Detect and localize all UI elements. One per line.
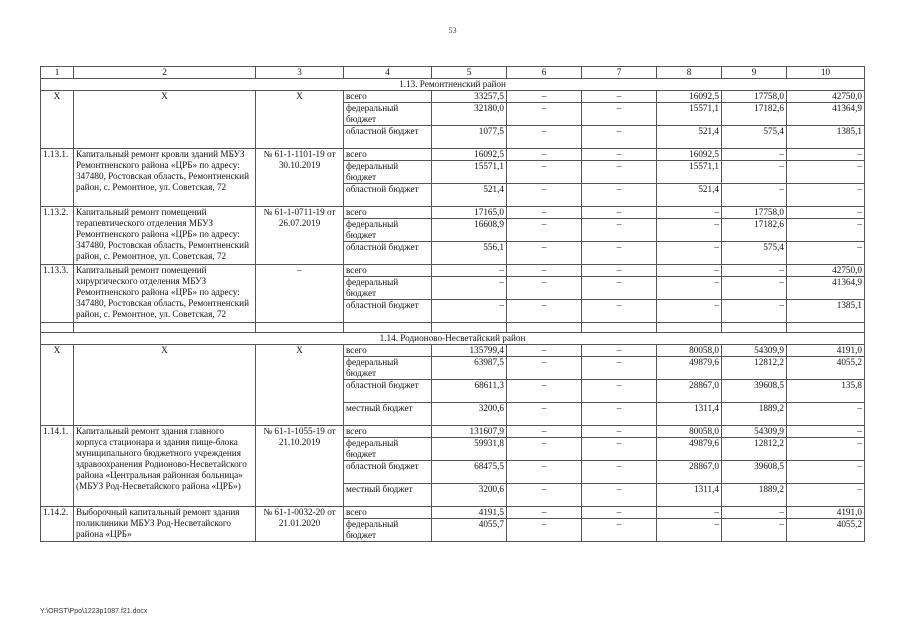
value-cell: – (657, 507, 722, 519)
number-cell: 1.14.1. (41, 426, 74, 507)
spacer-cell (582, 323, 657, 333)
file-path-footer: Y:\ORST\Ppo\1223p1087.f21.docx (40, 608, 148, 615)
value-cell: – (582, 345, 657, 357)
object-name-cell: Х (74, 91, 256, 149)
value-cell: 28867,0 (657, 380, 722, 403)
value-cell: 131607,9 (432, 426, 507, 438)
funding-source-label: федеральный бюджет (344, 357, 432, 380)
value-cell: – (722, 277, 787, 300)
value-cell: – (507, 126, 582, 149)
value-cell: 17758,0 (722, 91, 787, 103)
header-cell: 9 (722, 67, 787, 79)
spacer-cell (657, 323, 722, 333)
value-cell: – (722, 184, 787, 207)
value-cell: – (582, 507, 657, 519)
funding-source-label: федеральный бюджет (344, 161, 432, 184)
value-cell: 33257,5 (432, 91, 507, 103)
document-cell: Х (256, 345, 344, 426)
number-cell: 1.13.1. (41, 149, 74, 207)
value-cell: – (507, 519, 582, 542)
value-cell: – (582, 357, 657, 380)
document-cell: Х (256, 91, 344, 149)
value-cell: 12812,2 (722, 357, 787, 380)
value-cell: – (507, 380, 582, 403)
value-cell: 42750,0 (787, 265, 865, 277)
value-cell: 15571,1 (657, 103, 722, 126)
header-cell: 3 (256, 67, 344, 79)
spacer-cell (41, 323, 74, 333)
value-cell: – (787, 426, 865, 438)
value-cell: – (507, 300, 582, 323)
value-cell: – (787, 219, 865, 242)
object-name-cell: Капитальный ремонт помещений терапевтического отделения МБУЗ Ремонтненского района «ЦРБ» по адресу: 347480, Ростовская область, Ремонтненский район, с. Ремонтное, ул. Советская, 72 (74, 207, 256, 265)
value-cell: – (657, 519, 722, 542)
funding-source-label: всего (344, 345, 432, 357)
value-cell: – (657, 207, 722, 219)
value-cell: 17182,6 (722, 103, 787, 126)
value-cell: – (722, 507, 787, 519)
table-row (41, 265, 865, 277)
value-cell: – (582, 161, 657, 184)
value-cell: 4191,0 (787, 345, 865, 357)
value-cell: 80058,0 (657, 345, 722, 357)
value-cell: – (787, 438, 865, 461)
value-cell: – (657, 277, 722, 300)
value-cell: – (787, 161, 865, 184)
document-cell: № 61-1-0711-19 от 26.07.2019 (256, 207, 344, 265)
value-cell: 521,4 (657, 126, 722, 149)
value-cell: 521,4 (432, 184, 507, 207)
object-name-cell: Капитальный ремонт кровли зданий МБУЗ Ремонтненского района «ЦРБ» по адресу: 347480, Ростовская область, Ремонтненский район, с. Ремонтное, ул. Советская, 72 (74, 149, 256, 207)
section-title-row (41, 79, 865, 91)
value-cell: 1385,1 (787, 300, 865, 323)
funding-source-label: федеральный бюджет (344, 219, 432, 242)
table-row (41, 207, 865, 219)
value-cell: 41364,9 (787, 103, 865, 126)
value-cell: 16092,5 (657, 149, 722, 161)
table-row (41, 345, 865, 357)
value-cell: – (787, 242, 865, 265)
number-cell: 1.13.3. (41, 265, 74, 323)
value-cell: – (507, 345, 582, 357)
value-cell: – (582, 265, 657, 277)
value-cell: 39608,5 (722, 461, 787, 484)
value-cell: – (722, 519, 787, 542)
value-cell: – (507, 403, 582, 426)
section-title: 1.14. Родионово-Несветайский район (41, 333, 865, 345)
object-name-cell: Капитальный ремонт здания главного корпуса стационара и здания пище-блока муниципального бюджетного учреждения здравоохранения Родионово-Несветайского района «Центральная районная больница» (МБУЗ Род-Несветайского района «ЦРБ») (74, 426, 256, 507)
value-cell: – (507, 484, 582, 507)
funding-source-label: областной бюджет (344, 300, 432, 323)
value-cell: 12812,2 (722, 438, 787, 461)
section-title: 1.13. Ремонтненский район (41, 79, 865, 91)
value-cell: – (507, 149, 582, 161)
value-cell: 4055,7 (432, 519, 507, 542)
value-cell: – (787, 207, 865, 219)
spacer-cell (344, 323, 432, 333)
header-cell: 2 (74, 67, 256, 79)
value-cell: – (722, 300, 787, 323)
spacer-cell (722, 323, 787, 333)
spacer-cell (74, 323, 256, 333)
spacer-cell (256, 323, 344, 333)
value-cell: – (507, 438, 582, 461)
funding-source-label: всего (344, 507, 432, 519)
spacer-cell (787, 323, 865, 333)
value-cell: – (582, 219, 657, 242)
value-cell: 575,4 (722, 242, 787, 265)
value-cell: 3200,6 (432, 484, 507, 507)
number-cell: Х (41, 91, 74, 149)
value-cell: – (582, 461, 657, 484)
value-cell: – (582, 103, 657, 126)
header-cell: 7 (582, 67, 657, 79)
value-cell: – (582, 184, 657, 207)
value-cell: – (787, 184, 865, 207)
value-cell: – (507, 91, 582, 103)
document-cell: № 61-1-0032-20 от 21.01.2020 (256, 507, 344, 542)
value-cell: – (507, 242, 582, 265)
header-cell: 6 (507, 67, 582, 79)
funding-source-label: федеральный бюджет (344, 103, 432, 126)
value-cell: – (507, 426, 582, 438)
value-cell: 135799,4 (432, 345, 507, 357)
value-cell: – (507, 277, 582, 300)
value-cell: 15571,1 (432, 161, 507, 184)
value-cell: – (507, 103, 582, 126)
value-cell: – (787, 403, 865, 426)
value-cell: – (582, 277, 657, 300)
value-cell: – (507, 207, 582, 219)
number-cell: Х (41, 345, 74, 426)
funding-source-label: областной бюджет (344, 126, 432, 149)
value-cell: 16608,9 (432, 219, 507, 242)
value-cell: 1889,2 (722, 403, 787, 426)
page-number: 53 (448, 26, 457, 35)
funding-source-label: всего (344, 91, 432, 103)
value-cell: 49879,6 (657, 438, 722, 461)
value-cell: 4191,5 (432, 507, 507, 519)
value-cell: 17758,0 (722, 207, 787, 219)
value-cell: – (507, 265, 582, 277)
value-cell: – (432, 277, 507, 300)
number-cell: 1.13.2. (41, 207, 74, 265)
spacer-row (41, 323, 865, 333)
header-cell: 8 (657, 67, 722, 79)
funding-source-label: областной бюджет (344, 242, 432, 265)
object-name-cell: Выборочный капитальный ремонт здания поликлиники МБУЗ Род-Несветайского района «ЦРБ» (74, 507, 256, 542)
value-cell: 68475,5 (432, 461, 507, 484)
table-row (41, 507, 865, 519)
value-cell: 54309,9 (722, 426, 787, 438)
funding-source-label: всего (344, 149, 432, 161)
value-cell: 1311,4 (657, 403, 722, 426)
value-cell: – (507, 219, 582, 242)
object-name-cell: Капитальный ремонт помещений хирургического отделения МБУЗ Ремонтненского района «ЦРБ» по адресу: 347480, Ростовская область, Ремонтненский район, с. Ремонтное, ул. Советская, 72 (74, 265, 256, 323)
value-cell: 556,1 (432, 242, 507, 265)
funding-source-label: местный бюджет (344, 484, 432, 507)
spacer-cell (432, 323, 507, 333)
document-cell: № 61-1-1055-19 от 21.10.2019 (256, 426, 344, 507)
value-cell: – (582, 519, 657, 542)
value-cell: – (507, 507, 582, 519)
value-cell: 63987,5 (432, 357, 507, 380)
header-cell: 1 (41, 67, 74, 79)
value-cell: 1889,2 (722, 484, 787, 507)
value-cell: – (722, 265, 787, 277)
table-body (41, 67, 865, 542)
value-cell: 135,8 (787, 380, 865, 403)
value-cell: – (722, 161, 787, 184)
funding-source-label: всего (344, 265, 432, 277)
header-row (41, 67, 865, 79)
value-cell: 68611,3 (432, 380, 507, 403)
value-cell: – (582, 126, 657, 149)
value-cell: 42750,0 (787, 91, 865, 103)
value-cell: 32180,0 (432, 103, 507, 126)
table-row (41, 426, 865, 438)
value-cell: – (582, 403, 657, 426)
value-cell: – (582, 91, 657, 103)
value-cell: 28867,0 (657, 461, 722, 484)
value-cell: – (582, 426, 657, 438)
object-name-cell: Х (74, 345, 256, 426)
budget-table (40, 66, 865, 542)
value-cell: 41364,9 (787, 277, 865, 300)
value-cell: 39608,5 (722, 380, 787, 403)
value-cell: 521,4 (657, 184, 722, 207)
value-cell: 4191,0 (787, 507, 865, 519)
funding-source-label: местный бюджет (344, 403, 432, 426)
value-cell: – (722, 149, 787, 161)
value-cell: – (582, 300, 657, 323)
value-cell: – (582, 438, 657, 461)
value-cell: – (657, 219, 722, 242)
document-cell: – (256, 265, 344, 323)
value-cell: 17182,6 (722, 219, 787, 242)
funding-source-label: федеральный бюджет (344, 277, 432, 300)
value-cell: – (582, 242, 657, 265)
funding-source-label: всего (344, 207, 432, 219)
funding-source-label: областной бюджет (344, 380, 432, 403)
value-cell: 16092,5 (657, 91, 722, 103)
header-cell: 4 (344, 67, 432, 79)
value-cell: – (787, 484, 865, 507)
value-cell: 575,4 (722, 126, 787, 149)
value-cell: – (582, 380, 657, 403)
value-cell: – (582, 207, 657, 219)
value-cell: – (787, 461, 865, 484)
funding-source-label: областной бюджет (344, 184, 432, 207)
value-cell: 4055,2 (787, 519, 865, 542)
value-cell: – (507, 461, 582, 484)
number-cell: 1.14.2. (41, 507, 74, 542)
value-cell: 49879,6 (657, 357, 722, 380)
value-cell: – (787, 149, 865, 161)
value-cell: – (507, 357, 582, 380)
value-cell: – (507, 184, 582, 207)
value-cell: 54309,9 (722, 345, 787, 357)
funding-source-label: всего (344, 426, 432, 438)
value-cell: 1385,1 (787, 126, 865, 149)
value-cell: – (507, 161, 582, 184)
funding-source-label: федеральный бюджет (344, 438, 432, 461)
value-cell: – (432, 300, 507, 323)
value-cell: – (432, 265, 507, 277)
funding-source-label: федеральный бюджет (344, 519, 432, 542)
value-cell: – (582, 149, 657, 161)
table-row (41, 91, 865, 103)
value-cell: 16092,5 (432, 149, 507, 161)
value-cell: 80058,0 (657, 426, 722, 438)
value-cell: – (582, 484, 657, 507)
value-cell: 1077,5 (432, 126, 507, 149)
value-cell: 3200,6 (432, 403, 507, 426)
section-title-row (41, 333, 865, 345)
value-cell: – (657, 242, 722, 265)
value-cell: 15571,1 (657, 161, 722, 184)
value-cell: 1311,4 (657, 484, 722, 507)
value-cell: – (657, 265, 722, 277)
document-cell: № 61-1-1101-19 от 30.10.2019 (256, 149, 344, 207)
funding-source-label: областной бюджет (344, 461, 432, 484)
value-cell: 59931,8 (432, 438, 507, 461)
header-cell: 5 (432, 67, 507, 79)
header-cell: 10 (787, 67, 865, 79)
value-cell: – (657, 300, 722, 323)
spacer-cell (507, 323, 582, 333)
value-cell: 17165,0 (432, 207, 507, 219)
table-row (41, 149, 865, 161)
value-cell: 4055,2 (787, 357, 865, 380)
